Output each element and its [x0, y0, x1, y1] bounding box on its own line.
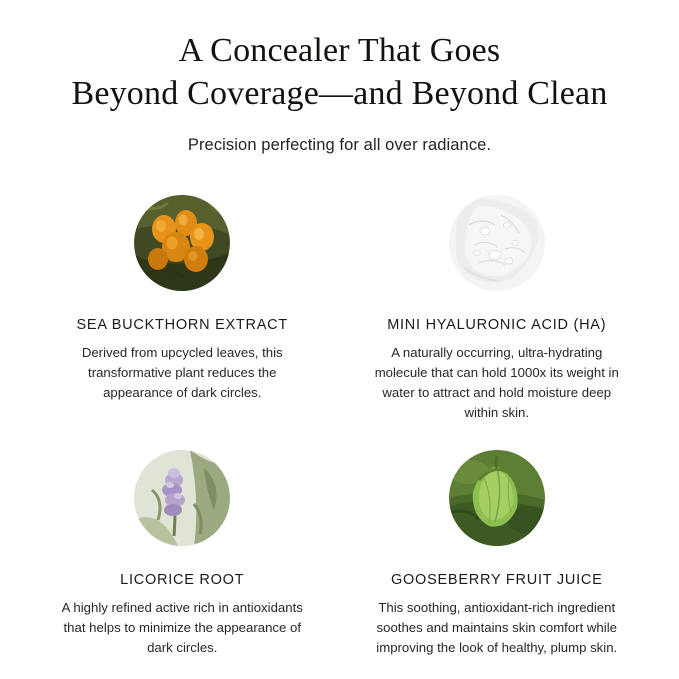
- subheadline: Precision perfecting for all over radiance.: [187, 135, 492, 154]
- ingredient-grid: [30, 195, 649, 658]
- hyaluronic-acid-gel-image: [449, 195, 545, 291]
- headline-line-2: Beyond Coverage—and Beyond Clean: [71, 74, 608, 112]
- ingredient-card-sea-buckthorn: [30, 195, 335, 424]
- ingredient-card-licorice-root: [30, 450, 335, 659]
- gooseberry-fruit-image: [449, 450, 545, 546]
- ingredient-description: Derived from upcycled leaves, this transformative plant reduces the appearance of dark circles.: [81, 344, 283, 401]
- ingredient-description: A highly refined active rich in antioxidants that helps to minimize the appearance of dark circles.: [61, 599, 303, 655]
- ingredient-title: LICORICE ROOT: [120, 571, 245, 588]
- page-title: [30, 30, 649, 116]
- ingredient-title: MINI HYALURONIC ACID (HA): [387, 316, 607, 333]
- ingredient-card-hyaluronic-acid: [345, 195, 650, 424]
- ingredient-title: GOOSEBERRY FRUIT JUICE: [391, 571, 603, 588]
- headline-line-1: A Concealer That Goes: [178, 32, 501, 69]
- ingredient-card-gooseberry: [345, 450, 650, 659]
- ingredient-description: A naturally occurring, ultra-hydrating molecule that can hold 1000x its weight in water to attract and hold moisture deep within skin.: [374, 344, 619, 421]
- ingredient-description: This soothing, antioxidant-rich ingredient soothes and maintains skin comfort while improving the look of healthy, plump skin.: [376, 599, 618, 655]
- sea-buckthorn-berries-image: [134, 195, 230, 291]
- licorice-root-flower-image: [134, 450, 230, 546]
- ingredient-title: SEA BUCKTHORN EXTRACT: [76, 316, 289, 333]
